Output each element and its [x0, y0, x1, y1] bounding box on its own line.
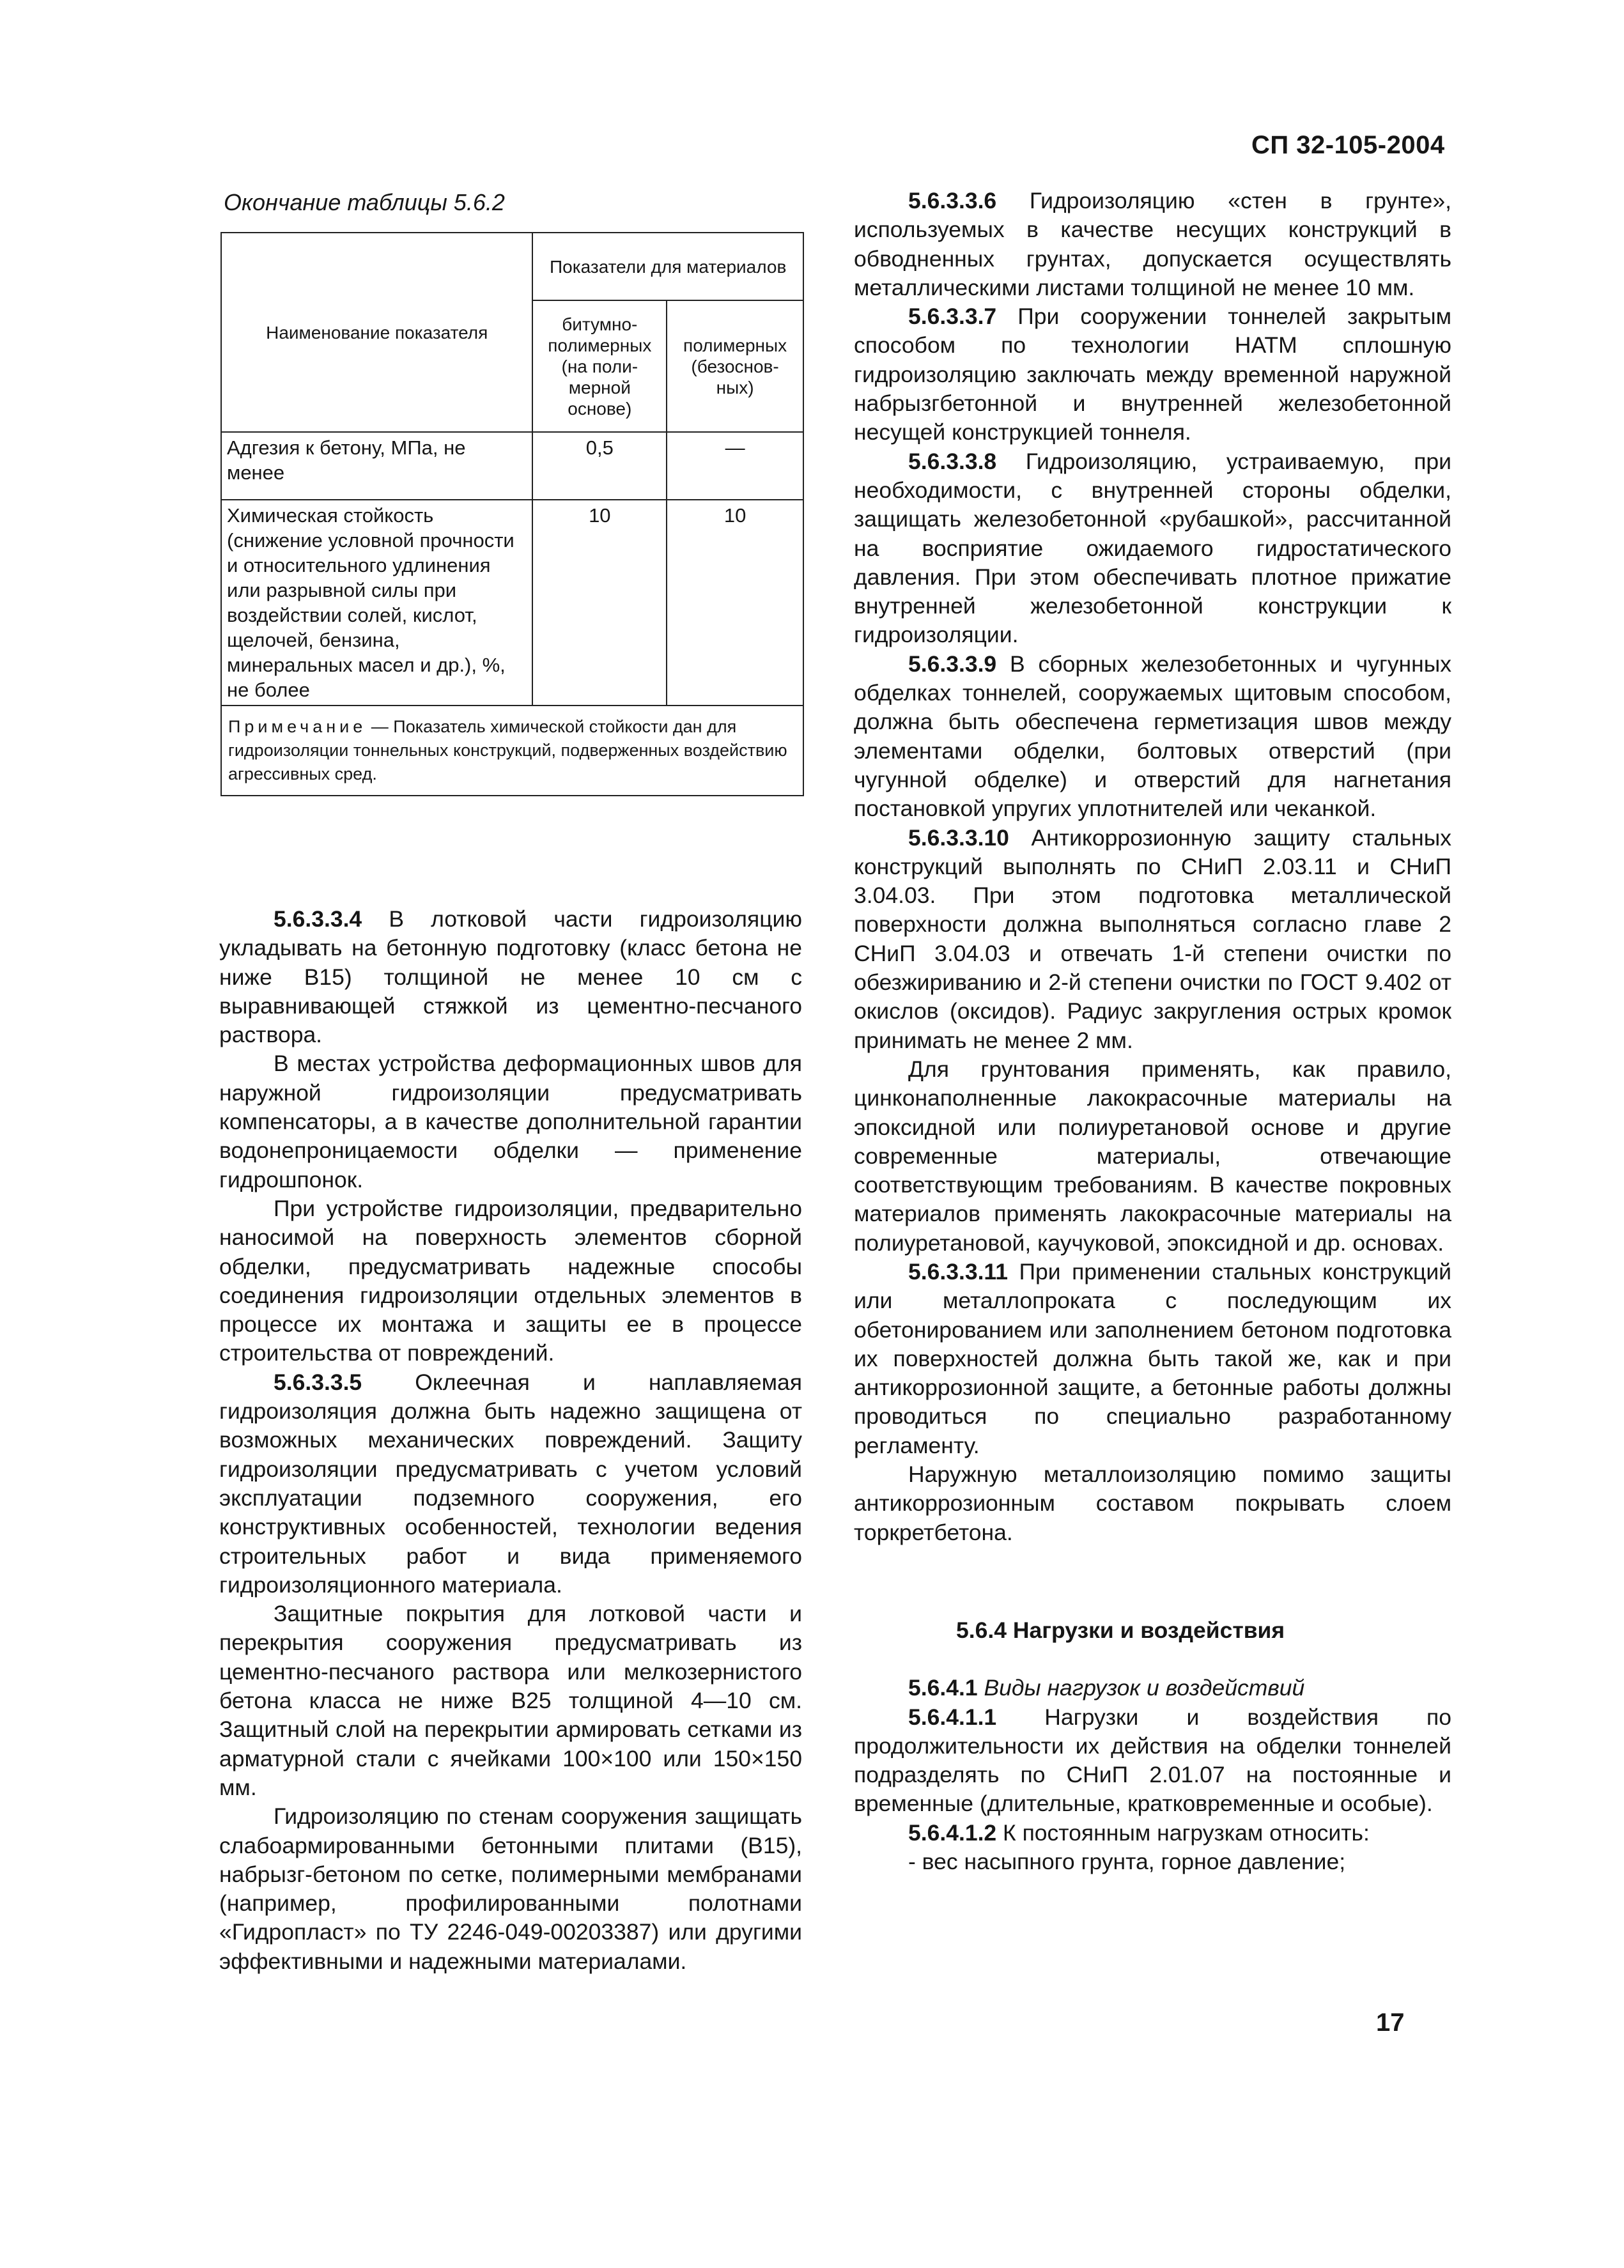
clause-number: 5.6.3.3.9	[908, 651, 997, 677]
row-name: Химическая стойкость (снижение условной прочности и относительного удлинения или разрывной силы при воздействии солей, кислот, щелочей, бензина, минеральных масел и др.), %, не более	[221, 500, 532, 706]
clause-number: 5.6.3.3.5	[274, 1369, 362, 1395]
row-value-1: 0,5	[532, 432, 667, 500]
subsection-heading	[854, 1674, 1451, 1702]
row-value-1: 10	[532, 500, 667, 706]
clause-number: 5.6.3.3.8	[908, 448, 997, 474]
paragraph: В местах устройства деформационных швов для наружной гидроизоляции предусматривать компенсаторы, а в качестве дополнительной гарантии водонепроницаемости обделки — применение гидрошпонок.	[219, 1051, 802, 1192]
left-column	[219, 905, 802, 1976]
row-value-2: 10	[667, 500, 803, 706]
paragraph: 5.6.3.3.4 В лотковой части гидроизоляцию укладывать на бетонную подготовку (класс бетона не ниже В15) толщиной не менее 10 см с выравнивающей стяжкой из цементно-песчаного раствора.	[219, 906, 802, 1048]
header-indicator-name: Наименование показателя	[221, 233, 532, 432]
clause-number: 5.6.4.1.1	[908, 1704, 997, 1730]
note-label: Примечание	[228, 717, 367, 736]
table-note-row	[221, 706, 803, 796]
right-column	[854, 187, 1451, 1876]
paragraph: 5.6.3.3.10 Антикоррозионную защиту стальных конструкций выполнять по СНиП 2.03.11 и СНиП 3.04.03. При этом подготовка металлической поверхности должна выполняться согласно главе 2 СНиП 3.04.03 и отвечать 1-й степени очистки по обезжириванию и 2-й степени очистки по ГОСТ 9.402 от окислов (оксидов). Радиус закругления острых кромок принимать не менее 2 мм.	[854, 824, 1451, 1053]
table-header-row	[221, 233, 803, 300]
table-note	[221, 706, 803, 796]
paragraph: 5.6.3.3.5 Оклеечная и наплавляемая гидроизоляция должна быть надежно защищена от возможных механических повреждений. Защиту гидроизоляции предусматривать с учетом условий эксплуатации подземного сооружения, его конструктивных особенностей, технологии ведения строительных работ и вида применяемого гидроизоляционного материала.	[219, 1369, 802, 1598]
paragraph: Наружную металлоизоляцию помимо защиты антикоррозионным составом покрывать слоем торкретбетона.	[854, 1462, 1451, 1545]
list-item: - вес насыпного грунта, горное давление;	[908, 1849, 1346, 1875]
section-heading: 5.6.4 Нагрузки и воздействия	[956, 1617, 1285, 1643]
subsection-title: Виды нагрузок и воздействий	[977, 1675, 1305, 1701]
clause-number: 5.6.3.3.4	[274, 906, 362, 932]
table-row	[221, 432, 803, 500]
paragraph: Для грунтования применять, как правило, цинконаполненные лакокрасочные материалы на эпоксидной или полиуретановой основе и другие современные материалы, отвечающие соответствующим требованиям. В качестве покровных материалов применять лакокрасочные материалы на полиуретановой, каучуковой, эпоксидной и др. основах.	[854, 1056, 1451, 1256]
header-materials-group: Показатели для материалов	[532, 233, 803, 300]
row-value-2: —	[667, 432, 803, 500]
paragraph: 5.6.3.3.7 При сооружении тоннелей закрытым способом по технологии НАТМ сплошную гидроизоляцию заключать между временной наружной набрызгбетонной и внутренней железобетонной несущей конструкцией тоннеля.	[854, 304, 1451, 445]
clause-number: 5.6.3.3.6	[908, 188, 997, 213]
paragraph: 5.6.3.3.6 Гидроизоляцию «стен в грунте», используемых в качестве несущих конструкций в обводненных грунтах, допускается осуществлять металлическими листами толщиной не менее 10 мм.	[854, 188, 1451, 300]
table-row	[221, 500, 803, 706]
clause-number: 5.6.4.1.2	[908, 1819, 997, 1846]
document-code: СП 32-105-2004	[1251, 131, 1445, 159]
paragraph: Гидроизоляцию по стенам сооружения защищать слабоармированными бетонными плитами (В15), набрызг-бетоном по сетке, полимерными мембранами (например, профилированными полотнами «Гидропласт» по ТУ 2246-049-00203387) или другими эффективными и надежными материалами.	[219, 1803, 802, 1974]
paragraph: 5.6.4.1.2 К постоянным нагрузкам относить:	[908, 1819, 1370, 1846]
clause-number: 5.6.3.3.10	[908, 824, 1009, 851]
row-name: Адгезия к бетону, МПа, не менее	[221, 432, 532, 500]
clause-number: 5.6.3.3.7	[908, 304, 997, 330]
clause-number: 5.6.4.1	[908, 1675, 978, 1701]
paragraph: 5.6.3.3.11 При применении стальных конструкций или металлопроката с последующим их обетонированием или заполнением бетоном подготовка их поверхностей должна быть такой же, как и при антикоррозионной защите, а бетонные работы должны проводиться по специально разработанному регламенту.	[854, 1258, 1451, 1458]
header-polymer: полимерных (безоснов-ных)	[667, 300, 803, 432]
paragraph: При устройстве гидроизоляции, предварительно наносимой на поверхность элементов сборной обделки, предусматривать надежные способы соединения гидроизоляции отдельных элементов в процессе их монтажа и защиты ее в процессе строительства от повреждений.	[219, 1195, 802, 1366]
note-text: — Показатель химической стойкости дан для гидроизоляции тоннельных конструкций, подверженных воздействию агрессивных сред.	[228, 717, 787, 783]
paragraph: Защитные покрытия для лотковой части и перекрытия сооружения предусматривать из цементно-песчаного раствора или мелкозернистого бетона класса не ниже В25 толщиной 4—10 см. Защитный слой на перекрытии армировать сетками из арматурной стали с ячейками 100×100 или 150×150 мм.	[219, 1601, 802, 1800]
header-bitumen-polymer: битумно-полимерных (на поли-мерной основе)	[532, 300, 667, 432]
paragraph: 5.6.3.3.8 Гидроизоляцию, устраиваемую, при необходимости, с внутренней стороны обделки, защищать железобетонной «рубашкой», рассчитанной на восприятие ожидаемого гидростатического давления. При этом обеспечивать плотное прижатие внутренней железобетонной конструкции к гидроизоляции.	[854, 448, 1451, 648]
indicators-table	[220, 232, 804, 796]
clause-number: 5.6.3.3.11	[908, 1258, 1008, 1284]
table-caption: Окончание таблицы 5.6.2	[224, 189, 505, 215]
paragraph: 5.6.3.3.9 В сборных железобетонных и чугунных обделках тоннелей, сооружаемых щитовым способом, должна быть обеспечена герметизация швов между элементами обделки, болтовых отверстий (при чугунной обделке) и отверстий для нагнетания постановкой упругих уплотнителей или чеканкой.	[854, 651, 1451, 822]
page-number: 17	[1376, 2009, 1405, 2037]
paragraph: 5.6.4.1.1 Нагрузки и воздействия по продолжительности их действия на обделки тоннелей подразделять по СНиП 2.01.07 на постоянные и временные (длительные, кратковременные и особые).	[854, 1704, 1451, 1817]
